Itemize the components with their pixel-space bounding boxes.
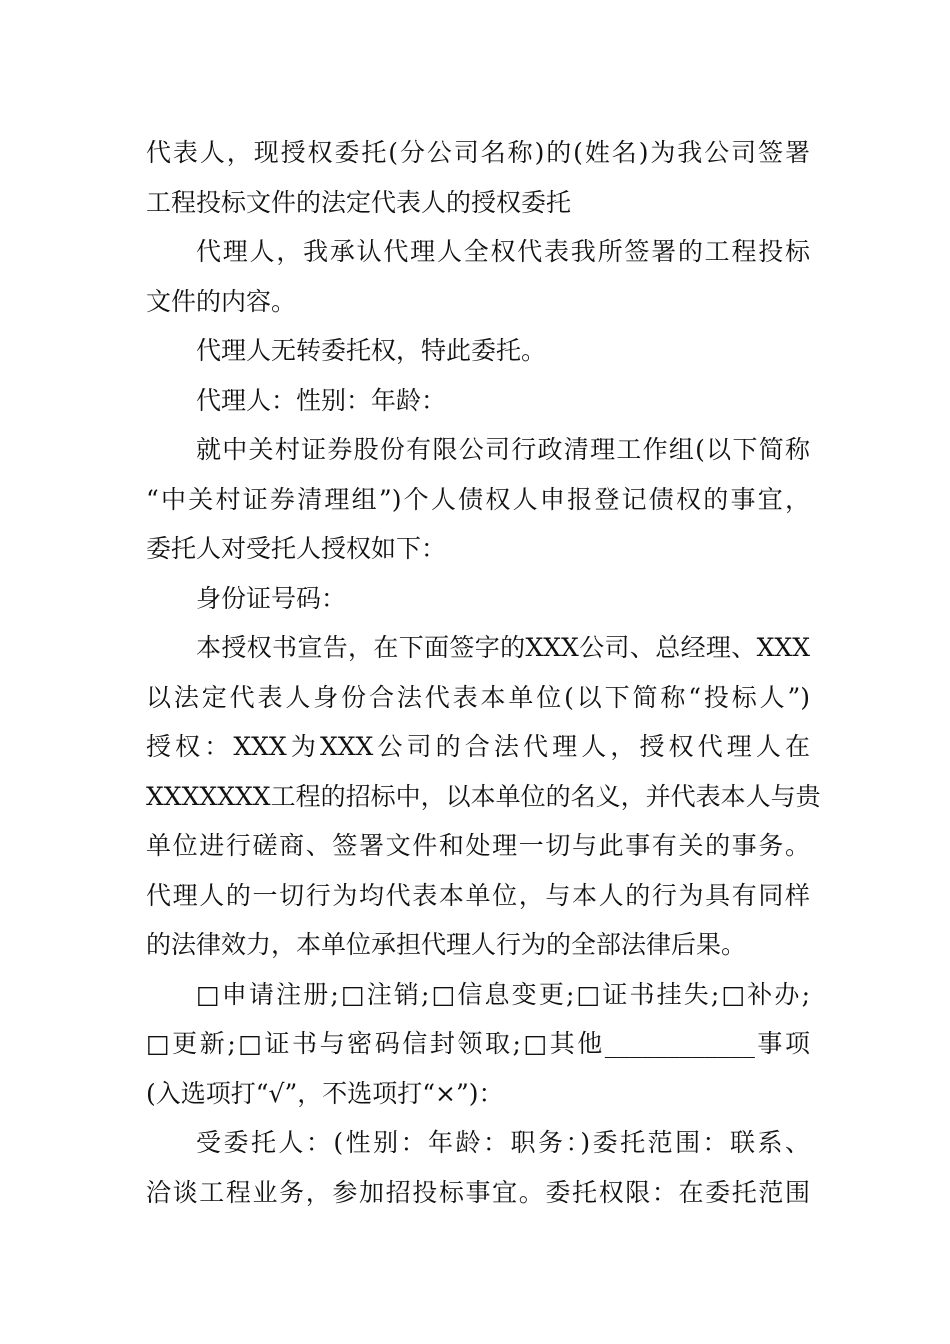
text-line: 委托人对受托人授权如下： — [146, 534, 447, 563]
text-line: 本授权书宣告，在下面签字的XXX公司、总经理、XXX — [196, 633, 810, 662]
text-line: 受委托人：(性别：年龄：职务：)委托范围：联系、 — [196, 1128, 810, 1157]
text-line: 身份证号码： — [196, 583, 347, 613]
text-line: XXXXXXX工程的招标中，以本单位的名义，并代表本人与贵 — [146, 781, 821, 811]
text-line: 以法定代表人身份合法代表本单位(以下简称“投标人”) — [146, 682, 810, 712]
text-line: 授权：XXX为XXX公司的合法代理人，授权代理人在 — [146, 732, 810, 761]
text-line: “中关村证券清理组”)个人债权人申报登记债权的事宜， — [146, 484, 810, 514]
text-line: 单位进行磋商、签署文件和处理一切与此事有关的事务。 — [146, 831, 810, 860]
text-line: 代理人，我承认代理人全权代表我所签署的工程投标 — [196, 237, 810, 266]
text-line: 代理人无转委托权，特此委托。 — [196, 336, 547, 365]
text-line: 洽谈工程业务，参加招投标事宜。委托权限：在委托范围 — [146, 1177, 810, 1207]
text-line: 的法律效力，本单位承担代理人行为的全部法律后果。 — [146, 930, 747, 959]
text-line: 就中关村证券股份有限公司行政清理工作组(以下简称 — [196, 435, 810, 464]
text-line: □申请注册;□注销;□信息变更;□证书挂失;□补办; — [196, 979, 810, 1009]
document-body — [146, 128, 821, 1217]
text-line: (入选项打“√”，不选项打“×”)： — [146, 1078, 504, 1108]
text-line: 文件的内容。 — [146, 286, 297, 316]
text-line: 代理人的一切行为均代表本单位，与本人的行为具有同样 — [146, 880, 810, 910]
text-line: 代理人：性别：年龄： — [196, 385, 447, 415]
text-line: 代表人，现授权委托(分公司名称)的(姓名)为我公司签署 — [146, 138, 810, 167]
text-line: 工程投标文件的法定代表人的授权委托 — [146, 187, 572, 217]
text-line: □更新;□证书与密码信封领取;□其他____________事项 — [146, 1029, 810, 1058]
